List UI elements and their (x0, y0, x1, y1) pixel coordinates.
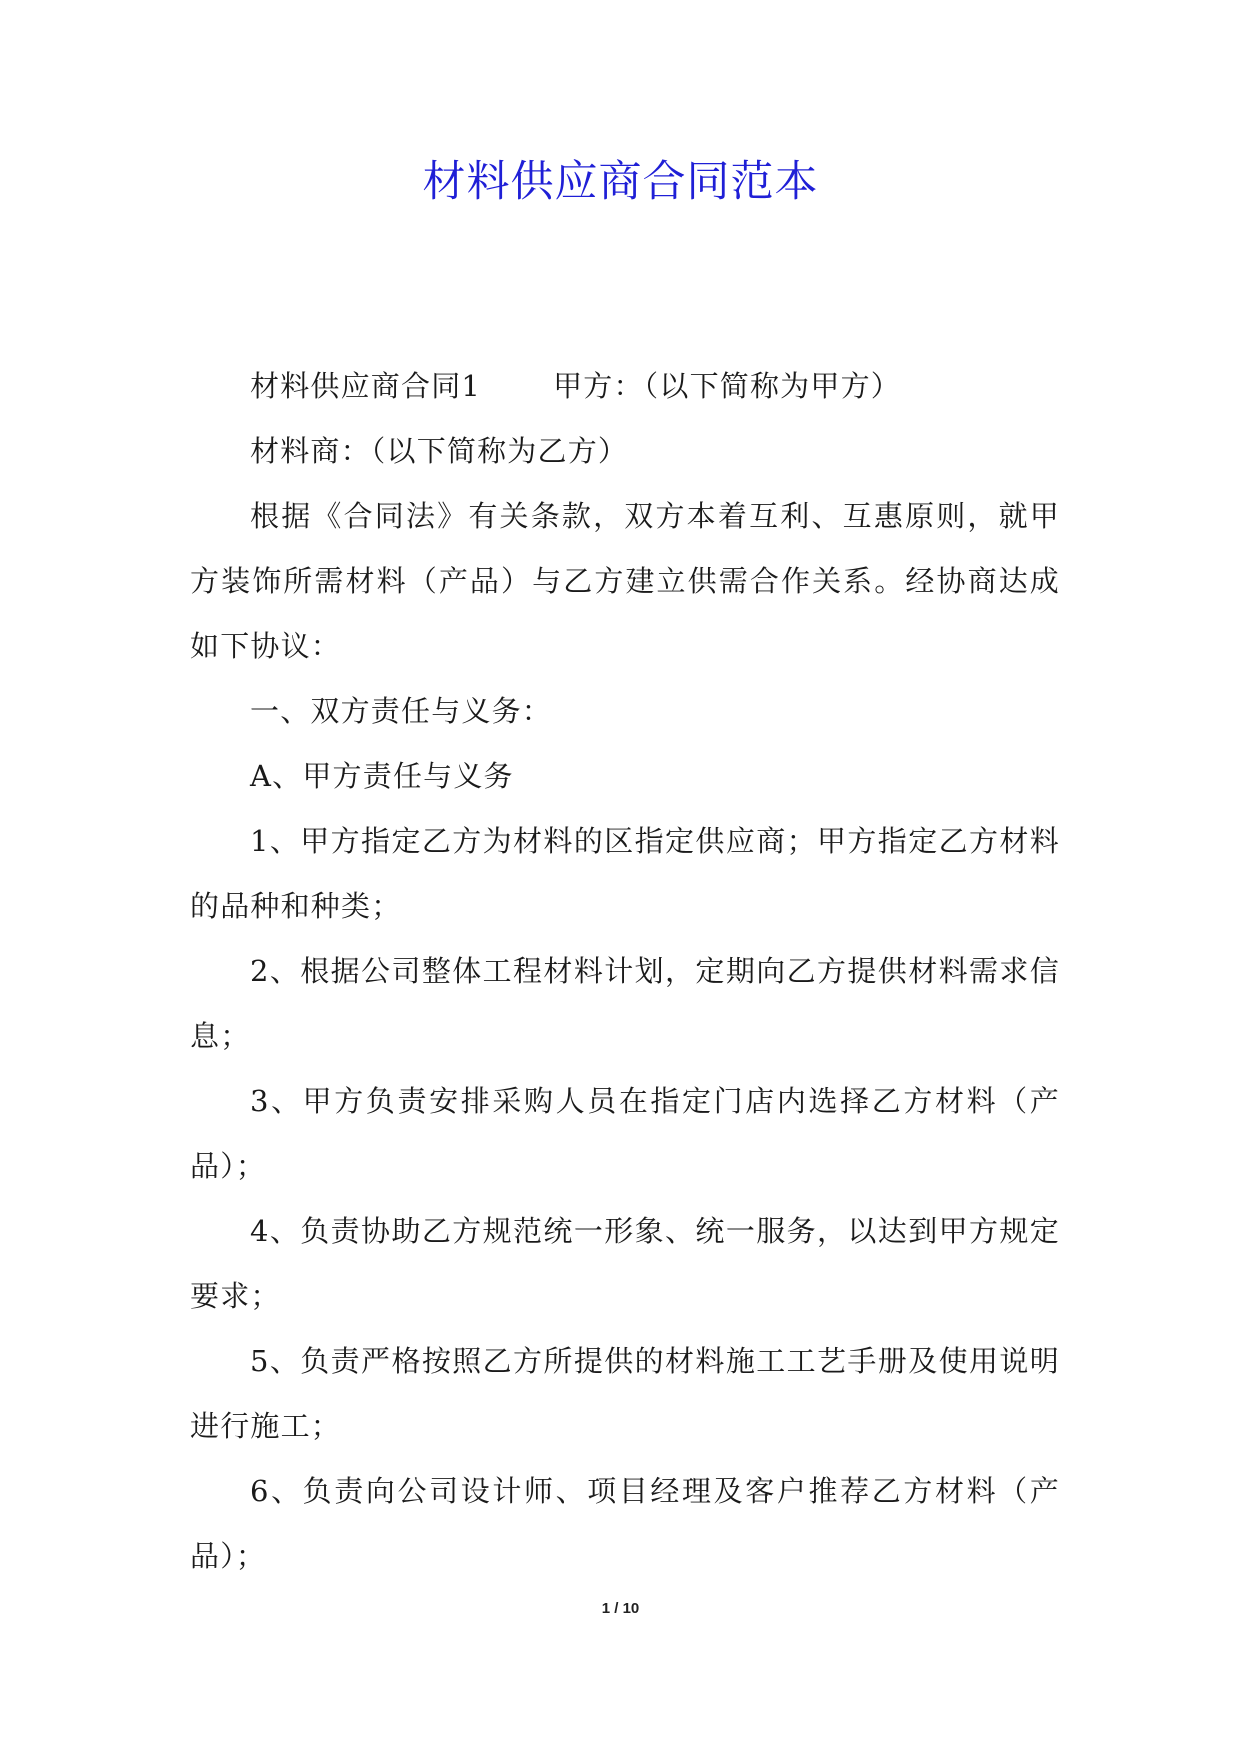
party-a: 甲方：（以下简称为甲方） (553, 369, 901, 403)
contract-heading-line (190, 354, 1060, 419)
contract-heading: 材料供应商合同1 (250, 369, 482, 403)
party-b: 材料商：（以下简称为乙方） (250, 434, 629, 468)
clause-item: 6、负责向公司设计师、项目经理及客户推荐乙方材料（产品）； (190, 1474, 1060, 1573)
clause-item: 1、甲方指定乙方为材料的区指定供应商；甲方指定乙方材料的品种和种类； (190, 824, 1060, 923)
section-heading: 一、双方责任与义务： (250, 694, 553, 728)
document-body (190, 354, 1060, 1589)
clause-item: 4、负责协助乙方规范统一形象、统一服务，以达到甲方规定要求； (190, 1214, 1060, 1313)
document-title: 材料供应商合同范本 (422, 157, 819, 207)
clause-item: 2、根据公司整体工程材料计划，定期向乙方提供材料需求信息； (190, 954, 1060, 1053)
paragraph: 根据《合同法》有关条款，双方本着互利、互惠原则，就甲方装饰所需材料（产品）与乙方建立供需合作关系。经协商达成如下协议： (190, 499, 1060, 663)
clause-item: 5、负责严格按照乙方所提供的材料施工工艺手册及使用说明进行施工； (190, 1344, 1060, 1443)
subsection-heading: A、甲方责任与义务 (250, 759, 514, 793)
page-number: 1 / 10 (601, 1600, 640, 1617)
clause-item: 3、甲方负责安排采购人员在指定门店内选择乙方材料（产品）； (190, 1084, 1060, 1183)
